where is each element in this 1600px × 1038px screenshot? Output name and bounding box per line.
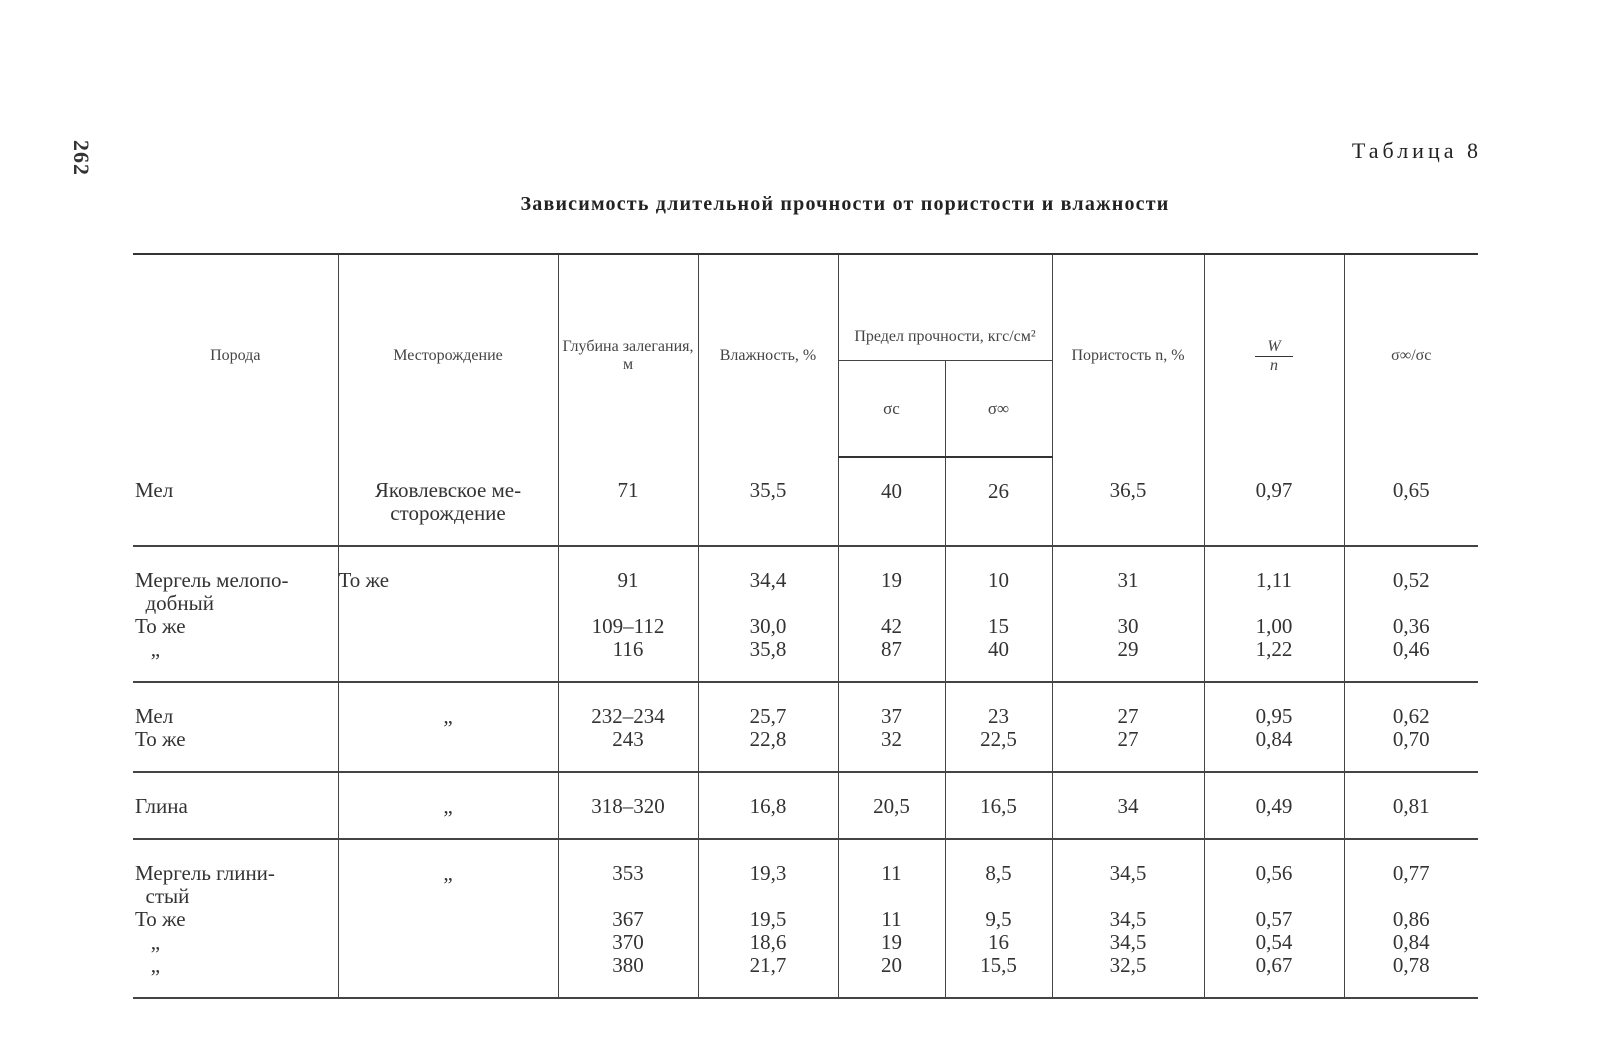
cell-line: 116 [612, 637, 644, 661]
cell-line: „ [443, 704, 453, 728]
sigma-inf-cell [945, 457, 1052, 546]
cell-line: „ [443, 794, 453, 818]
cell-line: 9,5 [985, 907, 1012, 931]
w-over-n-cell [1204, 682, 1344, 772]
cell-line: стый [135, 884, 190, 908]
cell-line [839, 592, 945, 615]
table-row-group [133, 546, 1478, 682]
cell-line: 0,49 [1255, 794, 1293, 818]
cell-line: 0,67 [1255, 953, 1293, 977]
table-number: Таблица 8 [1351, 138, 1482, 163]
sigma-c-cell [838, 546, 945, 682]
cell-line: 18,6 [749, 930, 787, 954]
header-w-over-n [1204, 254, 1344, 457]
cell-line [559, 885, 698, 908]
cell-line: То же [135, 907, 186, 931]
cell-line: 19 [881, 568, 902, 592]
cell-line: 30,0 [749, 614, 787, 638]
sigma-inf-cell [945, 682, 1052, 772]
table-row-group [133, 772, 1478, 839]
table-row-group [133, 839, 1478, 998]
cell-line [135, 502, 338, 525]
cell-line: „ [443, 861, 453, 885]
cell-line: 0,84 [1392, 930, 1430, 954]
cell-line: 1,00 [1255, 614, 1293, 638]
cell-line: Мел [135, 704, 174, 728]
deposit-cell [338, 772, 558, 839]
table-row [133, 839, 1478, 998]
depth-cell [558, 772, 698, 839]
porosity-cell [1052, 682, 1204, 772]
cell-line: 34 [1117, 794, 1139, 818]
cell-line [559, 592, 698, 615]
cell-line: 21,7 [749, 953, 787, 977]
header-moisture: Влажность, % [698, 254, 838, 457]
cell-line: 30 [1117, 614, 1139, 638]
table-row-group [133, 682, 1478, 772]
sigma-inf-cell [945, 839, 1052, 998]
header-sigma-inf: σ∞ [945, 361, 1052, 458]
porosity-cell [1052, 457, 1204, 546]
w-over-n-cell [1204, 772, 1344, 839]
cell-line: Яковлевское ме- [374, 478, 522, 502]
deposit-cell [338, 682, 558, 772]
cell-line: 0,62 [1392, 704, 1430, 728]
cell-line: 15,5 [980, 953, 1017, 977]
page-number: 262 [69, 140, 94, 176]
sigma-inf-cell [945, 772, 1052, 839]
cell-line: 370 [612, 930, 644, 954]
cell-line: 0,70 [1392, 727, 1430, 751]
ratio-cell [1344, 839, 1478, 998]
cell-line: 35,5 [749, 478, 787, 502]
cell-line: 27 [1117, 727, 1139, 751]
cell-line: 20,5 [873, 794, 910, 818]
header-depth: Глубина залегания, м [558, 254, 698, 457]
header-ratio: σ∞/σc [1344, 254, 1478, 457]
cell-line: 0,95 [1255, 704, 1293, 728]
cell-line [1345, 885, 1479, 908]
depth-cell [558, 682, 698, 772]
cell-line: 19 [881, 930, 902, 954]
header-rock: Порода [133, 254, 338, 457]
cell-line: 34,5 [1109, 861, 1147, 885]
depth-cell [558, 546, 698, 682]
cell-line: 0,81 [1392, 794, 1430, 818]
header-sigma-c: σc [838, 361, 945, 458]
table-row [133, 457, 1478, 546]
cell-line: 367 [612, 907, 644, 931]
cell-line: 87 [881, 637, 902, 661]
cell-line: 353 [612, 861, 644, 885]
cell-line: 16,8 [749, 794, 787, 818]
header-deposit: Месторождение [338, 254, 558, 457]
cell-line: 0,86 [1392, 907, 1430, 931]
header-strength-limit [838, 254, 1052, 361]
cell-line: „ [135, 637, 161, 661]
ratio-cell [1344, 546, 1478, 682]
cell-line: 23 [988, 704, 1009, 728]
cell-line: 8,5 [985, 861, 1012, 885]
cell-line: Глина [135, 794, 188, 818]
data-table [133, 253, 1478, 999]
cell-line: 0,78 [1392, 953, 1430, 977]
cell-line [1053, 885, 1204, 908]
cell-line: 34,5 [1109, 930, 1147, 954]
cell-line: 0,65 [1392, 478, 1430, 502]
cell-line: добный [135, 591, 214, 615]
cell-line: 0,97 [1255, 478, 1293, 502]
cell-line: 0,77 [1392, 861, 1430, 885]
cell-line: сторождение [390, 501, 506, 525]
cell-line [946, 592, 1052, 615]
cell-line: 71 [617, 478, 639, 502]
cell-line: 1,22 [1255, 637, 1293, 661]
cell-line: 19,5 [749, 907, 787, 931]
deposit-cell [338, 457, 558, 546]
cell-line: 40 [881, 479, 902, 503]
cell-line: 11 [881, 907, 902, 931]
cell-line: 91 [617, 568, 639, 592]
cell-line: 22,5 [980, 727, 1017, 751]
rock-cell [133, 546, 338, 682]
sigma-c-cell [838, 772, 945, 839]
porosity-cell [1052, 839, 1204, 998]
deposit-cell [338, 546, 558, 682]
cell-line: 243 [612, 727, 644, 751]
cell-line: 11 [881, 861, 902, 885]
sigma-inf-cell [945, 546, 1052, 682]
cell-line: 37 [881, 704, 902, 728]
cell-line [839, 885, 945, 908]
cell-line: Мергель глини- [135, 861, 275, 885]
w-over-n-fraction [1255, 338, 1292, 375]
header-strength-limit-label: Предел прочности, кгс/см² [854, 328, 1036, 345]
fraction-numerator: W [1255, 338, 1292, 357]
cell-line: 36,5 [1109, 478, 1147, 502]
cell-line: Мергель мелопо- [135, 568, 289, 592]
cell-line: То же [135, 614, 186, 638]
cell-line [946, 885, 1052, 908]
cell-line: 25,7 [749, 704, 787, 728]
depth-cell [558, 457, 698, 546]
cell-line: 32,5 [1109, 953, 1147, 977]
cell-line: 0,36 [1392, 614, 1430, 638]
cell-line: 0,52 [1392, 568, 1430, 592]
ratio-cell [1344, 457, 1478, 546]
cell-line: 31 [1117, 568, 1139, 592]
cell-line: 34,5 [1109, 907, 1147, 931]
table-row [133, 546, 1478, 682]
cell-line: То же [338, 568, 390, 592]
table-row [133, 772, 1478, 839]
cell-line: 10 [988, 568, 1009, 592]
porosity-cell [1052, 546, 1204, 682]
table-row-group [133, 457, 1478, 546]
cell-line [1345, 592, 1479, 615]
cell-line: 0,84 [1255, 727, 1293, 751]
porosity-cell [1052, 772, 1204, 839]
moisture-cell [698, 682, 838, 772]
cell-line: 0,56 [1255, 861, 1293, 885]
ratio-cell [1344, 682, 1478, 772]
cell-line: 0,57 [1255, 907, 1293, 931]
rock-cell [133, 772, 338, 839]
cell-line: 0,54 [1255, 930, 1293, 954]
header-porosity: Пористость n, % [1052, 254, 1204, 457]
cell-line: 26 [988, 479, 1009, 503]
w-over-n-cell [1204, 839, 1344, 998]
cell-line [1205, 885, 1344, 908]
cell-line: 109–112 [591, 614, 665, 638]
cell-line [699, 885, 838, 908]
cell-line: 42 [881, 614, 902, 638]
cell-line: 15 [988, 614, 1009, 638]
w-over-n-cell [1204, 457, 1344, 546]
table-row [133, 682, 1478, 772]
cell-line: „ [135, 930, 161, 954]
cell-line [1205, 592, 1344, 615]
cell-line: 1,11 [1256, 568, 1292, 592]
cell-line: 16,5 [980, 794, 1017, 818]
rock-cell [133, 682, 338, 772]
cell-line: 232–234 [591, 704, 665, 728]
cell-line: 22,8 [749, 727, 787, 751]
rock-cell [133, 457, 338, 546]
ratio-cell [1344, 772, 1478, 839]
cell-line: Мел [135, 478, 174, 502]
moisture-cell [698, 839, 838, 998]
deposit-cell [338, 839, 558, 998]
sigma-c-cell [838, 839, 945, 998]
cell-line: 380 [612, 953, 644, 977]
cell-line: 40 [988, 637, 1009, 661]
cell-line: 34,4 [749, 568, 787, 592]
fraction-denominator: n [1270, 356, 1278, 374]
rock-cell [133, 839, 338, 998]
table-title: Зависимость длительной прочности от пористости и влажности [520, 193, 1170, 215]
cell-line [1053, 592, 1204, 615]
cell-line: „ [135, 953, 161, 977]
cell-line: 318–320 [591, 794, 665, 818]
cell-line: 20 [881, 953, 902, 977]
cell-line: То же [135, 727, 186, 751]
moisture-cell [698, 772, 838, 839]
sigma-c-cell [838, 457, 945, 546]
cell-line: 27 [1117, 704, 1139, 728]
cell-line [699, 592, 838, 615]
cell-line: 16 [988, 930, 1009, 954]
cell-line: 32 [881, 727, 902, 751]
cell-line: 19,3 [749, 861, 787, 885]
w-over-n-cell [1204, 546, 1344, 682]
moisture-cell [698, 546, 838, 682]
depth-cell [558, 839, 698, 998]
sigma-c-cell [838, 682, 945, 772]
cell-line: 29 [1117, 637, 1139, 661]
moisture-cell [698, 457, 838, 546]
cell-line: 0,46 [1392, 637, 1430, 661]
cell-line: 35,8 [749, 637, 787, 661]
